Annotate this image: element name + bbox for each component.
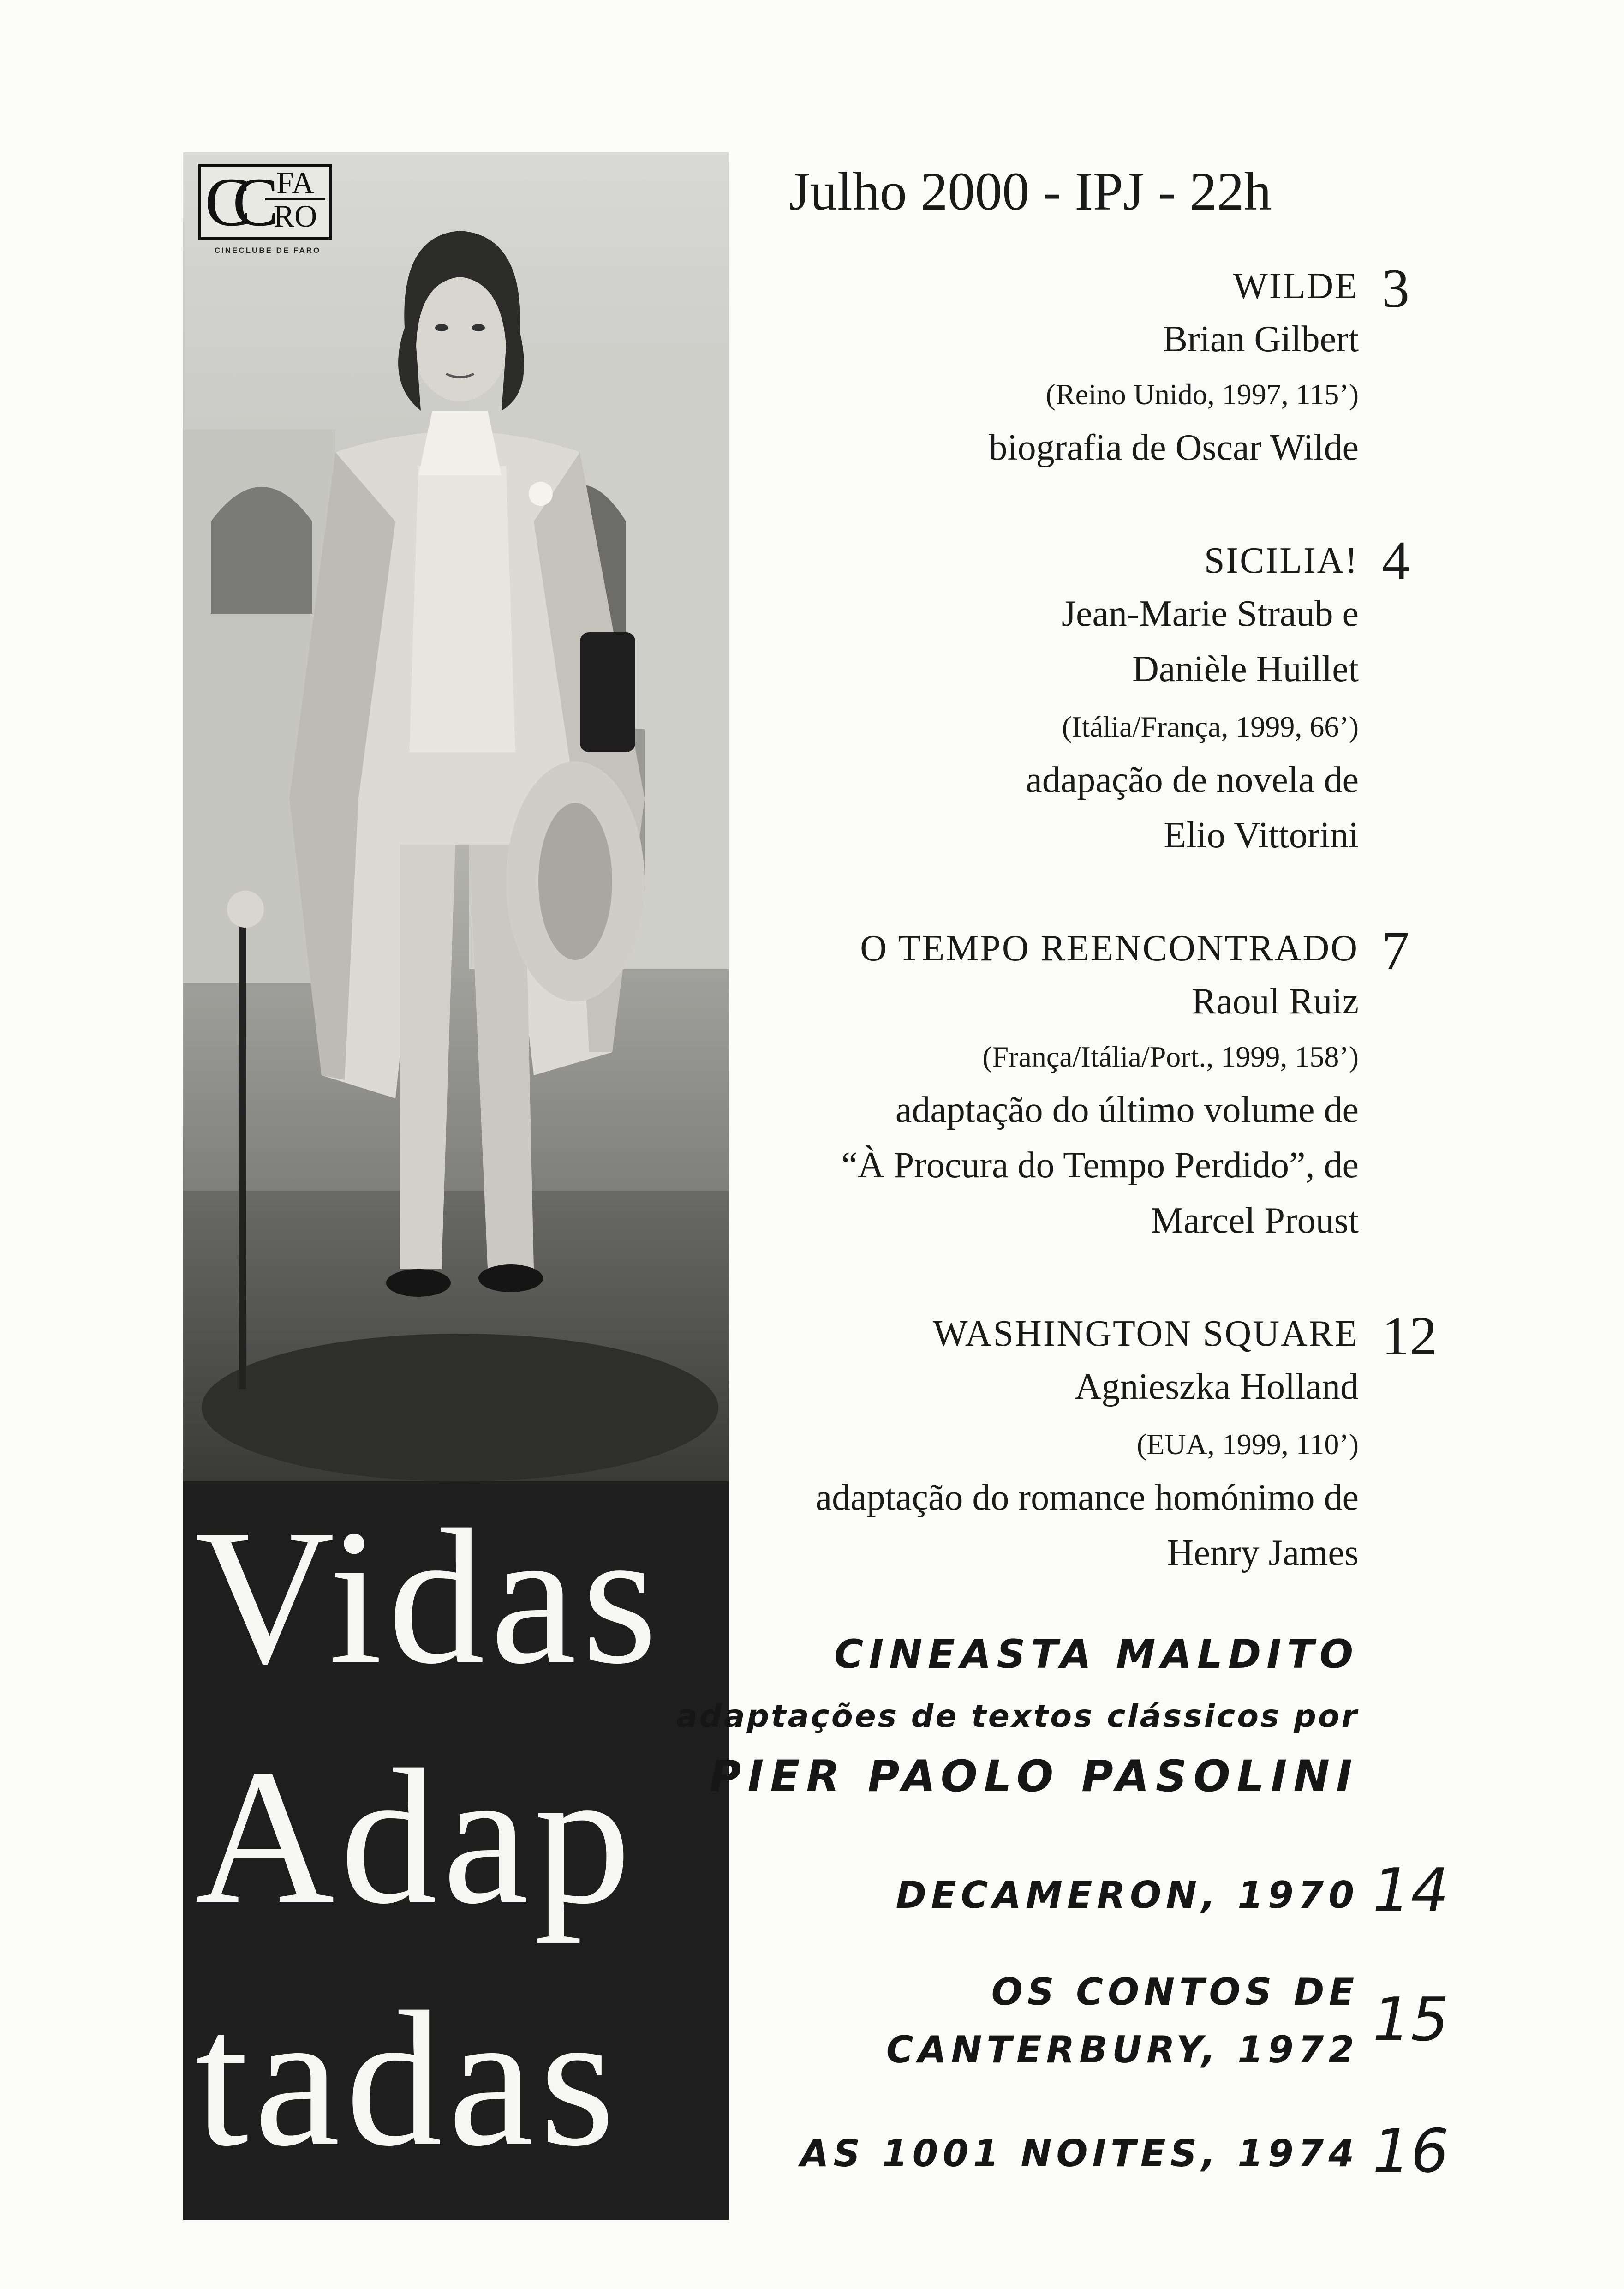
logo-fa-letters: FA: [265, 168, 325, 200]
film-description: biografia de Oscar Wilde: [989, 427, 1359, 468]
film-day: 7: [1382, 920, 1409, 981]
film-director: Agnieszka Holland: [1075, 1366, 1359, 1407]
film-director: Brian Gilbert: [1163, 319, 1359, 360]
pasolini-film: AS 1001 NOITES, 1974: [800, 2132, 1359, 2175]
film-description: “À Procura do Tempo Perdido”, de: [841, 1145, 1359, 1186]
logo-cc-letters: CC: [205, 164, 261, 240]
pasolini-film: CANTERBURY, 1972: [886, 2028, 1359, 2071]
film-description: adaptação do romance homónimo de: [815, 1477, 1359, 1518]
film-meta: (Reino Unido, 1997, 115’): [1045, 378, 1359, 411]
film-director: Danièle Huillet: [1132, 649, 1359, 689]
film-director: Jean-Marie Straub e: [1061, 593, 1359, 634]
pasolini-film-day: 14: [1373, 1855, 1449, 1925]
title-line-tadas: tadas: [195, 1971, 621, 2186]
film-meta: (França/Itália/Port., 1999, 158’): [982, 1040, 1359, 1073]
cineasta-name: PIER PAOLO PASOLINI: [709, 1751, 1359, 1802]
pasolini-film-day: 15: [1373, 1984, 1449, 2055]
film-day: 3: [1382, 258, 1409, 319]
cineasta-subheading: adaptações de textos clássicos por: [676, 1698, 1359, 1735]
film-meta: (EUA, 1999, 110’): [1136, 1428, 1359, 1461]
poster-photo: [183, 152, 729, 1481]
film-title: WILDE: [1233, 266, 1359, 306]
film-title: SICILIA!: [1204, 540, 1359, 581]
title-line-vidas: Vidas: [195, 1489, 663, 1704]
logo-caption: CINECLUBE DE FARO: [214, 246, 321, 255]
film-day: 12: [1382, 1305, 1437, 1366]
film-description: Elio Vittorini: [1164, 815, 1359, 856]
cineclube-faro-logo: [198, 164, 337, 263]
logo-ro-letters: RO: [273, 198, 317, 234]
film-day: 4: [1382, 530, 1409, 591]
film-director: Raoul Ruiz: [1191, 981, 1359, 1022]
poster-title-block: [183, 1481, 729, 2220]
pasolini-film: OS CONTOS DE: [991, 1971, 1359, 2013]
film-description: Henry James: [1167, 1533, 1359, 1573]
film-meta: (Itália/França, 1999, 66’): [1062, 710, 1359, 743]
film-title: O TEMPO REENCONTRADO: [860, 928, 1359, 969]
event-header: Julho 2000 - IPJ - 22h: [789, 161, 1272, 222]
pasolini-film-day: 16: [1373, 2116, 1449, 2186]
cineasta-heading: CINEASTA MALDITO: [834, 1631, 1359, 1678]
title-line-adap: Adap: [195, 1729, 637, 1944]
film-title: WASHINGTON SQUARE: [933, 1313, 1359, 1354]
pasolini-film: DECAMERON, 1970: [896, 1874, 1359, 1917]
film-description: adapação de novela de: [1026, 760, 1359, 800]
man-walking-photo: [183, 152, 729, 1481]
film-description: adaptação do último volume de: [895, 1090, 1359, 1130]
film-description: Marcel Proust: [1150, 1200, 1359, 1241]
